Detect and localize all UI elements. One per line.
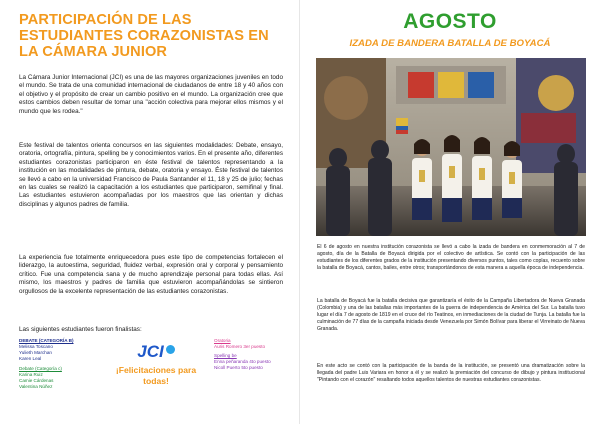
list-item: Melissa Toscano [19,344,53,349]
ceremony-paragraph: El 6 de agosto en nuestra institución corazonista se llevó a cabo la izada de bandera en conmemoración al 7 de agosto, día de la Batalla de Boyacá dirigida por el colectivo de artística. Se contó con la participación de las estudiantes de los diferentes grados de la institución presentando diversos puntos, tales como coplas, recuento sobre la batalla de Boyacá, cantos, bailes, entre otros; transportándonos de esta manera a aquella época de independencia. [317,244,585,272]
list-item: Karina Ruiz [19,372,43,377]
congratulations-text: ¡Felicitaciones para todas! [115,365,197,386]
list-item: Auris Romero 3er puesto [214,344,266,349]
list-item: Valentina Núñez [19,384,53,389]
event-paragraph: En este acto se contó con la participación de la banda de la institución, se presentó una dramatización sobre la llegada del padre Luis Variara en honor a él y se realizó la premiación del concurso de dibujo y pintura institucional "Pintando con el corazón" resaltando todos aquellos talentos de nuestras estudiantes corazonistas. [317,363,585,384]
right-title: AGOSTO [403,10,497,33]
globe-icon [166,345,175,354]
festival-paragraph: Este festival de talentos orienta concursos en las siguientes modalidades: Debate, ensayo, oratoria, ortografía, pintura, spelling be y conocimientos varios. En el presente año, diferentes estudiantes corazonistas participaron en éste festival de talentos representando a la institución en las modalidades de pintura, debate, oratoria y ensayo. Éste festival de talentos se llevó a cabo en la universidad Francisco de Paula Santander el 11, 18 y 25 de julio; fechas en las cuales se realizó la capacitación a los estudiantes que participaron, semifinal y final. Las estudiantes estuvieron acompañadas por los maestros que las orientan y dichas disciplinas y algunos padres de familia. [19,142,283,208]
finalists-lead: Las siguientes estudiantes fueron finalistas: [19,326,142,333]
list-item: Karen Leal [19,356,42,361]
debate-c-heading: Debate (Categoría c) [19,366,62,371]
list-item: Nicoll Puerto 5to puesto [214,365,263,370]
oratoria-heading: Oratoria [214,338,231,343]
jci-intro-paragraph: La Cámara Junior Internacional (JCI) es una de las mayores organizaciones juveniles en todo el mundo. Se trata de una comunidad internacional de ciudadanos de entre 18 y 40 años con el objetivo y el propósito de crear un cambio positivo en el mundo. La organización cree que estos cambios deben resultar de tomar una "acción colectiva para mejorar ellos mismos y el mundo que les rodea." [19,74,283,115]
finalists-section [19,338,289,418]
list-item: Yulieth Marchan [19,350,52,355]
spelling-heading: Spelling be [214,353,237,358]
list-item: Camie Cárdenas [19,378,54,383]
jci-logo [111,343,201,361]
ceremony-photo [316,58,586,236]
debate-b-heading: DEBATE (CATEGORÍA B) [19,338,74,343]
debate-lists [19,338,99,390]
right-subtitle: IZADA DE BANDERA BATALLA DE BOYACÁ [349,38,551,49]
jci-logo-text: JCI [137,342,164,361]
jci-block [111,343,201,387]
battle-paragraph: La batalla de Boyacá fue la batalla decisiva que garantizaría el éxito de la Campaña Libertadora de Nueva Granada (Colombia) y una de las batallas más importantes de la guerra de independencia de América del Sur. La batalla tuvo lugar el día 7 de agosto de 1819 en el cruce del río Teatinos, en inmediaciones de la ciudad de Tunja. La batalla fue la culminación de 77 días de la campaña iniciada desde Venezuela por Simón Bolívar para liberar el Virreinato de Nueva Granada. [317,298,585,333]
oratoria-spelling-lists [214,338,289,371]
experience-paragraph: La experiencia fue totalmente enriquecedora pues este tipo de competencias fortalecen el liderazgo, la autoestima, seguridad, fluidez verbal, expresión oral y corporal y pensamiento crítico. Fue una competencia sana y de mucho aprendizaje personal para todas ellas. Así mismo, los maestros y padres de familia que estuvieron acompañándolas se sintieron orgullosos de la excelente representación de las estudiantes corazonistas. [19,254,283,295]
list-item: Enna peñaranda 4to puesto [214,359,271,364]
left-title: PARTICIPACIÓN DE LAS ESTUDIANTES CORAZONISTAS EN LA CÁMARA JUNIOR [19,12,269,60]
